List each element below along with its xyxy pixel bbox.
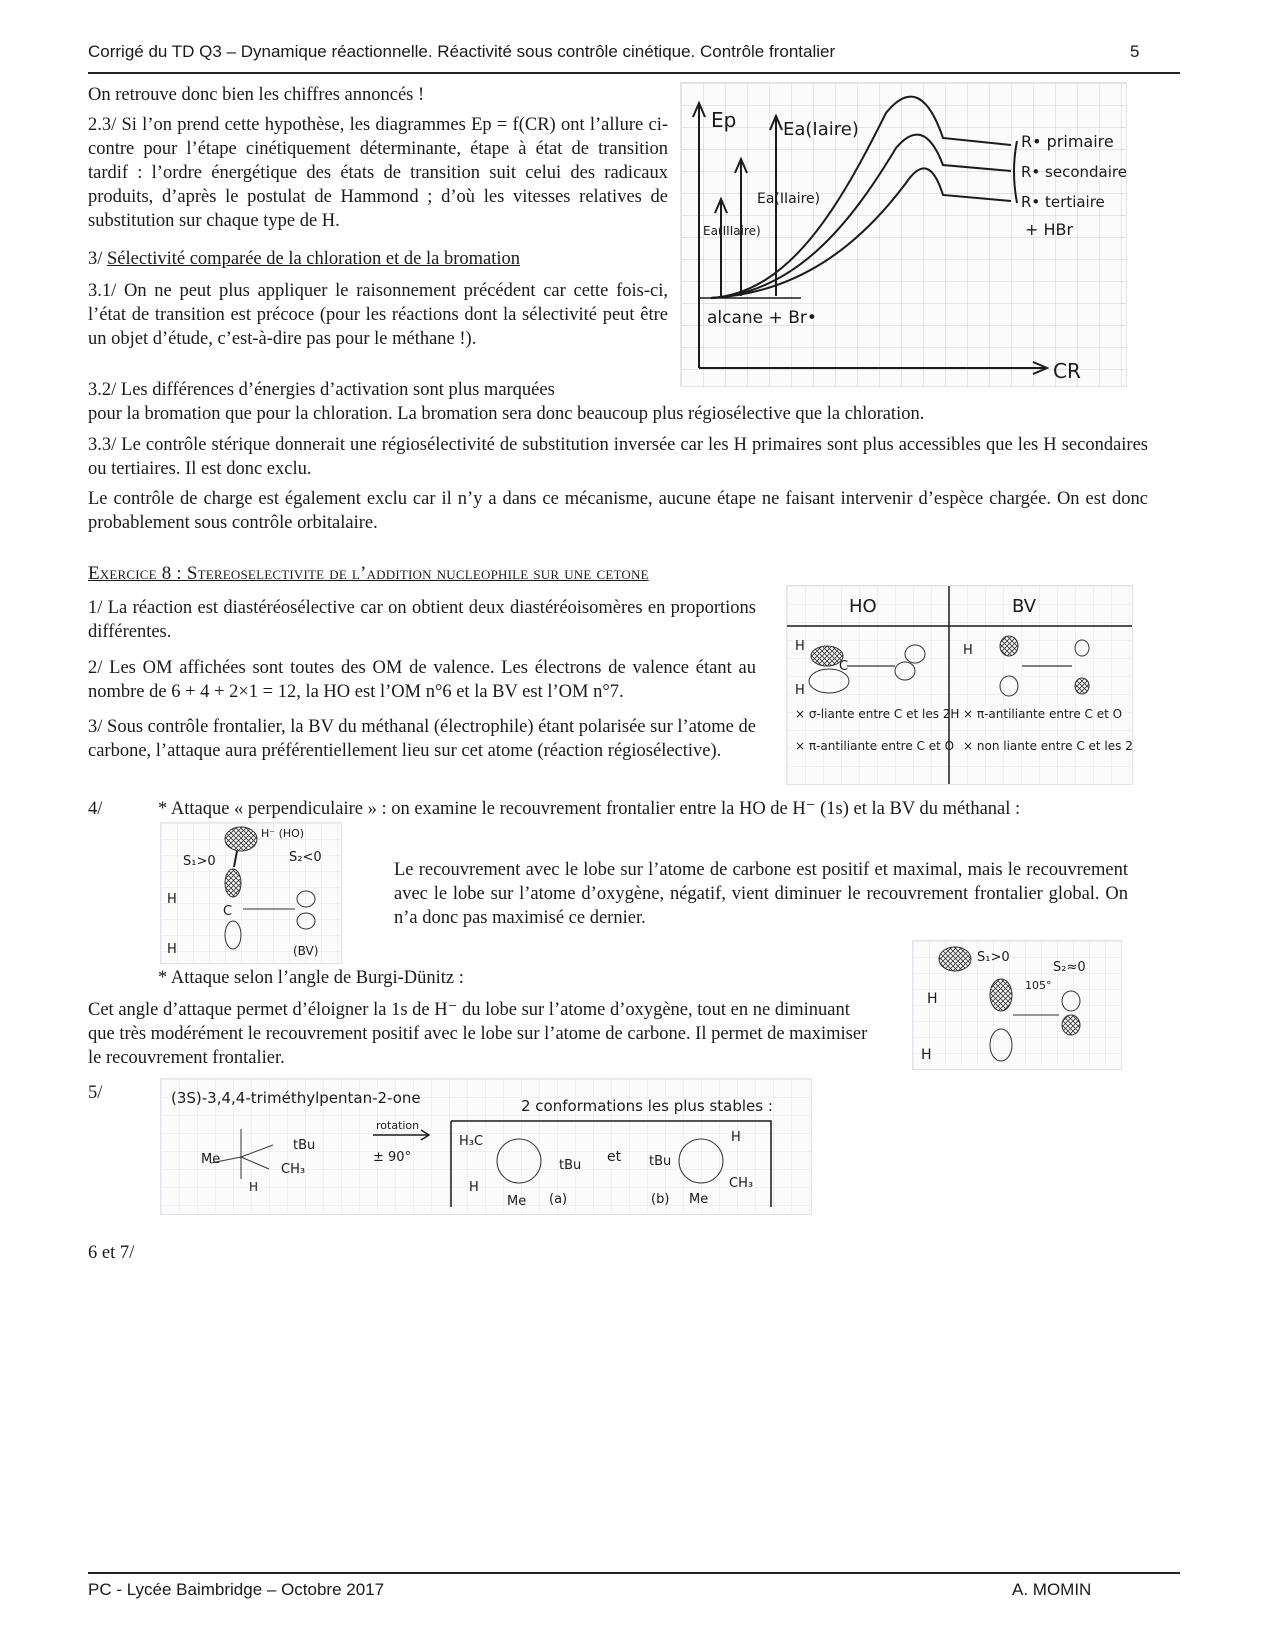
ho-h-top: H bbox=[795, 639, 805, 654]
ea3-label: Ea(IIIaire) bbox=[703, 224, 761, 238]
newman-b-ch3: CH₃ bbox=[729, 1176, 754, 1191]
ho-heading: HO bbox=[849, 596, 877, 617]
h-lower: H bbox=[921, 1047, 932, 1063]
angle-label: 105° bbox=[1025, 979, 1052, 992]
left-me: Me bbox=[201, 1152, 221, 1167]
page-number: 5 bbox=[1130, 42, 1140, 61]
x-axis-label: CR bbox=[1053, 359, 1081, 383]
burgi-dunitz-heading: * Attaque selon l’angle de Burgi-Dünitz : bbox=[158, 968, 464, 988]
r-tertiary-label: R• tertiaire bbox=[1021, 193, 1105, 211]
rotation-label: rotation bbox=[376, 1119, 420, 1132]
newman-b-h: H bbox=[731, 1130, 741, 1145]
intro-line: On retrouve donc bien les chiffres annoncés ! bbox=[88, 85, 425, 105]
frontier-orbitals-figure bbox=[786, 585, 1133, 785]
oxygen-lobe-bottom bbox=[1062, 1015, 1080, 1035]
answer-2: 2/ Les OM affichées sont toutes des OM de valence. Les électrons de valence étant au nombre de 6 + 4 + 2×1 = 12, la HO est l’OM n°6 et la BV est l’OM n°7. bbox=[88, 658, 756, 702]
answer-3: 3/ Sous contrôle frontalier, la BV du méthanal (électrophile) étant polarisée sur l’atome de carbone, l’attaque aura préférentiellement lieu sur cet atome (réaction régiosélective). bbox=[88, 717, 756, 761]
burgi-dunitz-sketch bbox=[913, 941, 1121, 1069]
hbr-label: + HBr bbox=[1025, 220, 1074, 239]
paragraph-3-3: 3.3/ Le contrôle stérique donnerait une régiosélectivité de substitution inversée car les H primaires sont plus accessibles que les H secondaires ou tertiaires. Il est donc exclu. bbox=[88, 435, 1148, 479]
bv-h: H bbox=[963, 643, 973, 658]
left-h: H bbox=[249, 1180, 259, 1194]
paragraph-3-2-start: 3.2/ Les différences d’énergies d’activation sont plus marquées bbox=[88, 380, 555, 400]
and-word: et bbox=[607, 1149, 622, 1165]
bv-label: (BV) bbox=[293, 944, 319, 958]
newman-a-h3c: H₃C bbox=[459, 1134, 484, 1149]
ea1-label: Ea(Iaire) bbox=[783, 119, 859, 140]
footer-right: A. MOMIN bbox=[1012, 1580, 1092, 1599]
paragraph-3-1: 3.1/ On ne peut plus appliquer le raisonnement précédent car cette fois-ci, l’état de transition est précoce (pour les réactions dont la sélectivité peut être un objet d’étude, c’est-à-dire pas pour le méthane !). bbox=[88, 281, 668, 349]
footer-rule bbox=[88, 1572, 1180, 1574]
r-secondary-label: R• secondaire bbox=[1021, 163, 1126, 181]
rotation-angle: ± 90° bbox=[373, 1150, 412, 1165]
ho-c: C bbox=[839, 659, 849, 674]
perpendicular-attack-heading: * Attaque « perpendiculaire » : on examine le recouvrement frontalier entre la HO de H⁻ (1s) et la BV du méthanal : bbox=[158, 799, 1021, 819]
h-upper: H bbox=[167, 892, 177, 907]
burgi-dunitz-text: Cet angle d’attaque permet d’éloigner la 1s de H⁻ du lobe sur l’atome d’oxygène, tout en ne diminuant que très modérément le recouvrement positif avec le lobe sur l’atome de carbone. Il permet de maximiser le recouvrement frontalier. bbox=[88, 1000, 868, 1068]
footer-left: PC - Lycée Baimbridge – Octobre 2017 bbox=[88, 1580, 385, 1599]
carbon-label: C bbox=[223, 904, 233, 919]
left-tbu: tBu bbox=[293, 1138, 316, 1153]
exercise-8-title: Exercice 8 : Stereoselectivite de l’addition nucleophile sur une cetone bbox=[88, 563, 649, 584]
burgi-dunitz-figure bbox=[912, 940, 1122, 1070]
hydride-1s-orbital bbox=[939, 947, 971, 971]
newman-a-h: H bbox=[469, 1180, 479, 1195]
hydride-1s-orbital bbox=[225, 827, 257, 851]
paragraph-charge-control: Le contrôle de charge est également exclu car il n’y a dans ce mécanisme, aucune étape ne faisant intervenir d’espèce chargée. On est donc probablement sous contrôle orbitalaire. bbox=[88, 489, 1148, 533]
bv-heading: BV bbox=[1012, 596, 1037, 617]
newman-b-tbu: tBu bbox=[649, 1154, 672, 1169]
s2-label: S₂≈0 bbox=[1053, 960, 1086, 975]
answer-6-7-number: 6 et 7/ bbox=[88, 1243, 135, 1263]
bv-note-2: × non liante entre C et les 2H bbox=[963, 739, 1132, 753]
y-axis-label: Ep bbox=[711, 108, 737, 132]
paragraph-3-2-end: pour la bromation que pour la chloration. La bromation sera donc beaucoup plus régiosélective que la chloration. bbox=[88, 404, 925, 424]
newman-a-me: Me bbox=[507, 1194, 527, 1209]
conformations-figure bbox=[160, 1078, 812, 1215]
newman-b-me: Me bbox=[689, 1192, 709, 1207]
newman-a-label: (a) bbox=[549, 1192, 568, 1207]
newman-a-tbu: tBu bbox=[559, 1158, 582, 1173]
bv-note-1: × π-antiliante entre C et O bbox=[963, 707, 1123, 721]
answer-1: 1/ La réaction est diastéréosélective car on obtient deux diastéréoisomères en proportions différentes. bbox=[88, 598, 756, 642]
hydride-ho-label: H⁻ (HO) bbox=[261, 827, 305, 840]
r-primary-label: R• primaire bbox=[1021, 132, 1114, 151]
answer-5-number: 5/ bbox=[88, 1083, 103, 1103]
s2-label: S₂<0 bbox=[289, 850, 322, 865]
section-3-number: 3/ bbox=[88, 249, 108, 269]
answer-4-number: 4/ bbox=[88, 799, 103, 819]
section-3-title: Sélectivité comparée de la chloration et de la bromation bbox=[107, 249, 521, 269]
perpendicular-attack-figure bbox=[160, 822, 342, 964]
bv-o-lobe-bottom bbox=[1075, 678, 1089, 694]
ho-note-1: × σ-liante entre C et les 2H bbox=[795, 707, 960, 721]
conformations-subtitle: 2 conformations les plus stables : bbox=[521, 1097, 773, 1115]
newman-b-label: (b) bbox=[651, 1192, 670, 1207]
molecule-name: (3S)-3,4,4-triméthylpentan-2-one bbox=[171, 1089, 421, 1107]
energy-diagram bbox=[681, 83, 1126, 386]
paragraph-2-3: 2.3/ Si l’on prend cette hypothèse, les diagrammes Ep = f(CR) ont l’allure ci-contre pour l’étape cinétiquement déterminante, étape à état de transition tardif : l’ordre énergétique des états de transition suit celui des radicaux produits, d’après le postulat de Hammond ; d’où les vitesses relatives de substitution sur chaque type de H. bbox=[88, 115, 668, 231]
s1-label: S₁>0 bbox=[977, 950, 1010, 965]
ea2-label: Ea(IIaire) bbox=[757, 191, 821, 207]
carbon-lobe-top bbox=[990, 979, 1012, 1011]
ho-note-2: × π-antiliante entre C et O bbox=[795, 739, 955, 753]
left-ch3: CH₃ bbox=[281, 1162, 306, 1177]
ho-h-bottom: H bbox=[795, 683, 805, 698]
running-header: Corrigé du TD Q3 – Dynamique réactionnelle. Réactivité sous contrôle cinétique. Contrôle frontalier bbox=[88, 42, 836, 61]
frontier-orbitals-sketch bbox=[787, 586, 1132, 784]
header-rule bbox=[88, 72, 1180, 74]
perpendicular-attack-sketch bbox=[161, 823, 341, 963]
start-label: alcane + Br• bbox=[707, 308, 817, 328]
carbon-lobe-top bbox=[225, 869, 241, 897]
bv-c-lobe-top bbox=[1000, 636, 1018, 656]
perpendicular-attack-text: Le recouvrement avec le lobe sur l’atome de carbone est positif et maximal, mais le recouvrement avec le lobe sur l’atome d’oxygène, négatif, vient diminuer le recouvrement frontalier global. On n’a donc pas maximisé ce dernier. bbox=[394, 860, 1128, 928]
conformations-sketch bbox=[161, 1079, 811, 1214]
energy-diagram-figure bbox=[680, 82, 1127, 387]
h-upper: H bbox=[927, 991, 938, 1007]
section-3-heading bbox=[88, 247, 668, 271]
s1-label: S₁>0 bbox=[183, 854, 216, 869]
h-lower: H bbox=[167, 942, 177, 957]
